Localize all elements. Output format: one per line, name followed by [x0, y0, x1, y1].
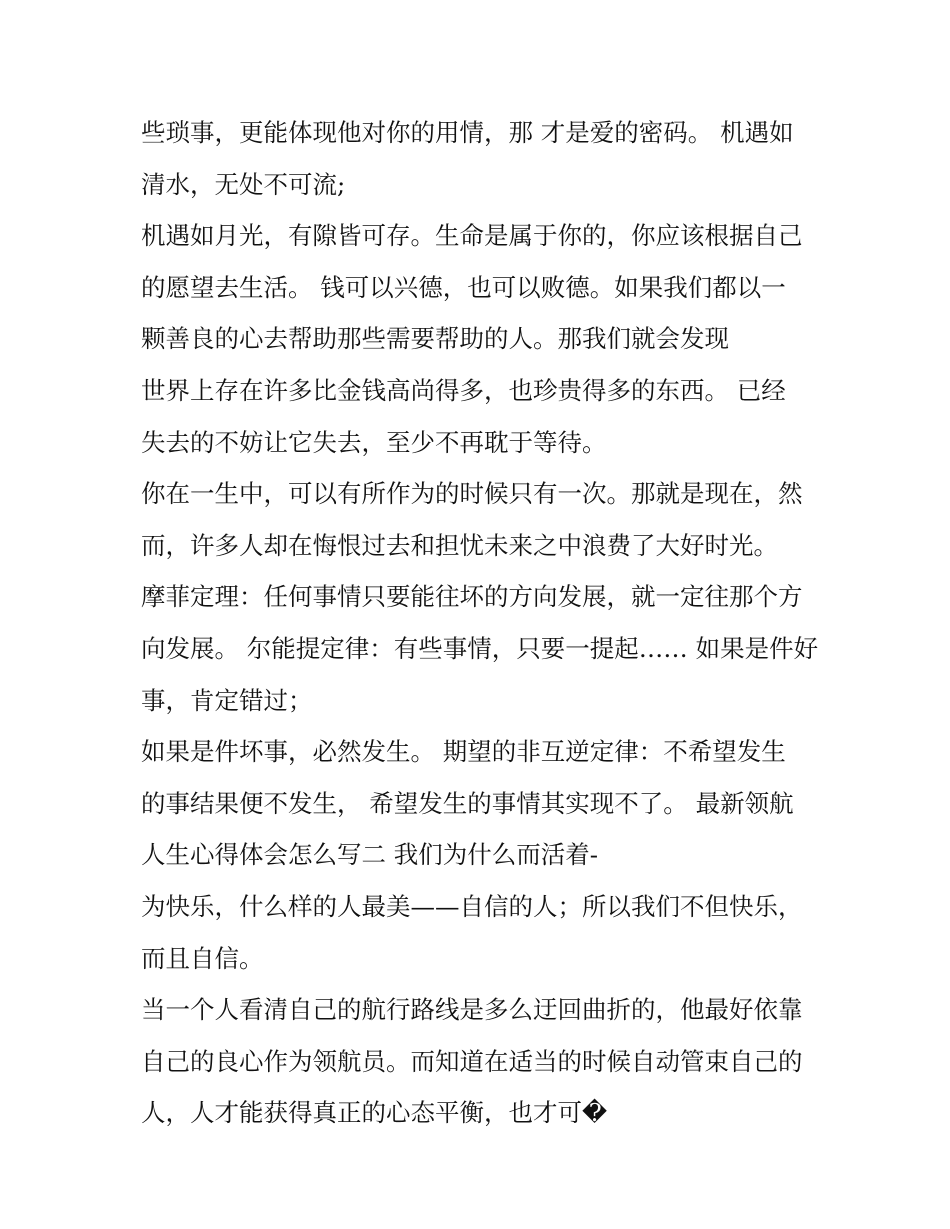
text-line: 为快乐，什么样的人最美——自信的人；所以我们不但快乐，	[141, 891, 803, 921]
text-line: 的愿望去生活。 钱可以兴德，也可以败德。如果我们都以一	[141, 272, 786, 302]
text-line: 人，人才能获得真正的心态平衡，也才可�	[141, 1098, 608, 1128]
text-line: 事，肯定错过；	[141, 685, 313, 715]
text-line: 自己的良心作为领航员。而知道在适当的时候自动管束自己的	[141, 1046, 803, 1076]
text-line: 机遇如月光，有隙皆可存。生命是属于你的，你应该根据自己	[141, 221, 803, 251]
text-line: 而，许多人却在悔恨过去和担忧未来之中浪费了大好时光。	[141, 530, 778, 560]
document-body	[141, 107, 821, 1139]
text-line: 人生心得体会怎么写二 我们为什么而活着-	[141, 840, 599, 870]
text-line: 失去的不妨让它失去，至少不再耽于等待。	[141, 427, 607, 457]
text-line: 清水，无处不可流;	[141, 169, 346, 199]
text-line: 你在一生中，可以有所作为的时候只有一次。那就是现在，然	[141, 479, 803, 509]
text-line: 如果是件坏事，必然发生。 期望的非互逆定律：不希望发生	[141, 737, 786, 767]
text-line: 摩菲定理：任何事情只要能往坏的方向发展，就一定往那个方	[141, 582, 803, 612]
text-line: 当一个人看清自己的航行路线是多么迂回曲折的，他最好依靠	[141, 995, 803, 1025]
text-line: 的事结果便不发生， 希望发生的事情其实现不了。 最新领航	[141, 788, 794, 818]
text-line: 些琐事，更能体现他对你的用情，那 才是爱的密码。 机遇如	[141, 118, 794, 147]
text-line: 世界上存在许多比金钱高尚得多，也珍贵得多的东西。 已经	[141, 375, 786, 405]
text-line: 而且自信。	[141, 943, 264, 973]
text-line: 向发展。 尔能提定律：有些事情，只要一提起…… 如果是件好	[141, 633, 819, 663]
text-line: 颗善良的心去帮助那些需要帮助的人。那我们就会发现	[141, 324, 729, 354]
